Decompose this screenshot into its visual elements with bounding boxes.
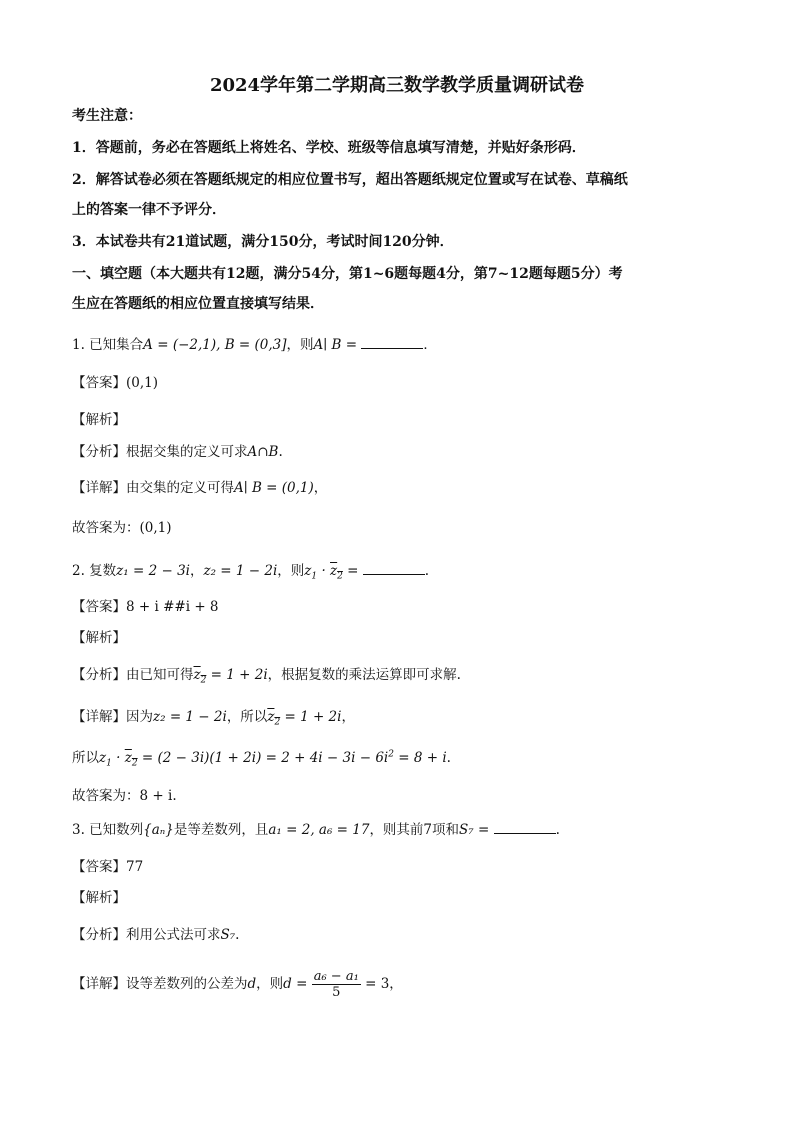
question-2: 2. 复数z₁ = 2 − 3i，z₂ = 1 − 2i，则$z_1 \cdot z_2$ = . (72, 563, 430, 582)
q2-expr: $z_1 \cdot z_2$ = (304, 563, 359, 582)
q3-fenxi: 【分析】利用公式法可求S₇. (72, 927, 240, 943)
notice-item-2-cont: 上的答案一律不予评分． (72, 202, 226, 218)
question-1: 1. 已知集合A = (−2,1), B = (0,3]，则A∣ B = ． (72, 337, 437, 353)
section-heading-line2: 生应在答题纸的相应位置直接填写结果． (72, 296, 324, 312)
q2-analysis-label: 【解析】 (72, 630, 126, 646)
q3-xiangjie: 【详解】设等差数列的公差为d，则d = $\frac{\text{a₆ − a₁}}{5}$ = 3， (72, 969, 403, 1000)
q2-final: 故答案为：8 + i. (72, 788, 177, 804)
question-3: 3. 已知数列{aₙ}是等差数列，且a₁ = 2, a₆ = 17，则其前7项和S₇ = . (72, 822, 560, 838)
notice-item-2: 2．解答试卷必须在答题纸规定的相应位置书写，超出答题纸规定位置或写在试卷、草稿纸 (72, 172, 628, 188)
q2-fenxi: 【分析】由已知可得$z_2 = 1 + 2i$，根据复数的乘法运算即可求解. (72, 667, 461, 686)
q2-calc: 所以$z_1 \cdot z_2 = (2 - 3i)(1 + 2i) = 2 + 4i - 3i - 6i^2 = 8 + i$. (72, 749, 451, 769)
answer-blank (494, 821, 556, 834)
q1-final: 故答案为：(0,1) (72, 520, 172, 536)
q1-xiangjie: 【详解】由交集的定义可得A∣ B = (0,1)， (72, 480, 328, 496)
q2-answer: 【答案】8 + i ##i + 8 (72, 599, 219, 615)
notice-heading: 考生注意： (72, 108, 142, 124)
q2-xiangjie: 【详解】因为z₂ = 1 − 2i，所以$z_2 = 1 + 2i$， (72, 709, 355, 728)
q1-analysis-label: 【解析】 (72, 412, 126, 428)
page-title: 2024学年第二学期高三数学教学质量调研试卷 (209, 75, 585, 96)
notice-item-3: 3．本试卷共有21道试题，满分150分，考试时间120分钟． (72, 234, 454, 250)
q1-answer: 【答案】(0,1) (72, 375, 159, 391)
answer-blank (363, 562, 425, 575)
fraction: $\frac{\text{a₆ − a₁}}{5}$ (313, 969, 359, 1000)
answer-blank (361, 336, 423, 349)
notice-item-1: 1．答题前，务必在答题纸上将姓名、学校、班级等信息填写清楚，并贴好条形码． (72, 140, 586, 156)
q1-expr: A∣ B = (313, 337, 358, 353)
q1-fenxi: 【分析】根据交集的定义可求A∩B. (72, 444, 283, 460)
q1-sets: A = (−2,1), B = (0,3] (143, 337, 287, 353)
q3-answer: 【答案】77 (72, 859, 144, 875)
section-heading-line1: 一、填空题（本大题共有12题，满分54分，第1~6题每题4分，第7~12题每题5分）考 (72, 266, 623, 282)
q3-analysis-label: 【解析】 (72, 890, 126, 906)
